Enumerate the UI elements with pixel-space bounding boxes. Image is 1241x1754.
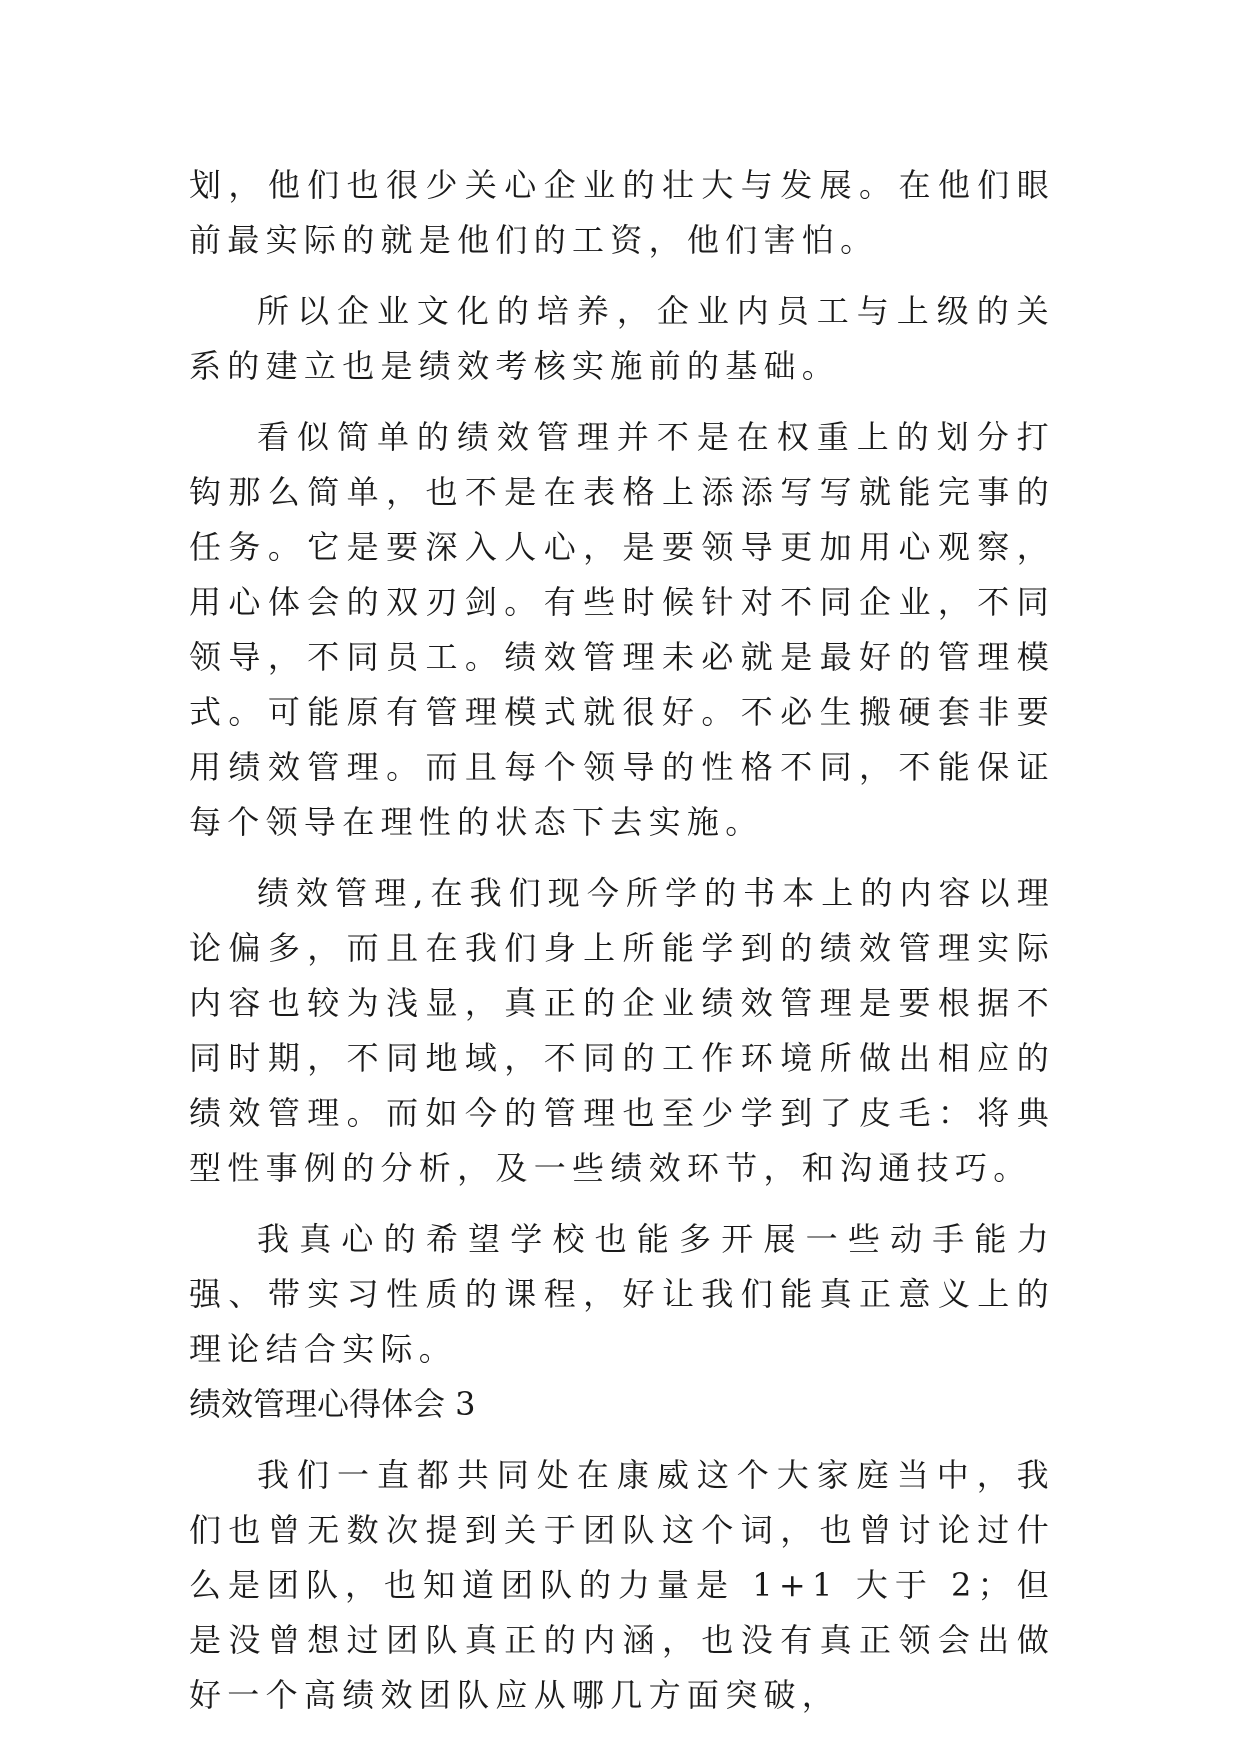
paragraph-school-hope: 我真心的希望学校也能多开展一些动手能力强、带实习性质的课程，好让我们能真正意义上的理论结合实际。 [189,1220,1055,1368]
paragraph-textbook-theory: 绩效管理,在我们现今所学的书本上的内容以理论偏多，而且在我们身上所能学到的绩效管理实际内容也较为浅显，真正的企业绩效管理是要根据不同时期，不同地域，不同的工作环境所做出相应的绩效管理。而如今的管理也至少学到了皮毛：将典型性事例的分析，及一些绩效环节，和沟通技巧。 [189,874,1055,1187]
paragraph-corporate-culture: 所以企业文化的培养，企业内员工与上级的关系的建立也是绩效考核实施前的基础。 [189,292,1055,385]
section-heading: 绩效管理心得体会 3 [189,1385,476,1423]
paragraph-team: 我们一直都共同处在康威这个大家庭当中，我们也曾无数次提到关于团队这个词，也曾讨论过什么是团队，也知道团队的力量是 1+1 大于 2；但是没曾想过团队真正的内涵，也没有真正领会出做好一个高绩效团队应从哪几方面突破， [189,1456,1055,1714]
paragraph-continuation: 划，他们也很少关心企业的壮大与发展。在他们眼前最实际的就是他们的工资，他们害怕。 [189,166,1055,259]
paragraph-performance-management-simple: 看似简单的绩效管理并不是在权重上的划分打钩那么简单，也不是在表格上添添写写就能完事的任务。它是要深入人心，是要领导更加用心观察，用心体会的双刃剑。有些时候针对不同企业，不同领导，不同员工。绩效管理未必就是最好的管理模式。可能原有管理模式就很好。不必生搬硬套非要用绩效管理。而且每个领导的性格不同，不能保证每个领导在理性的状态下去实施。 [189,418,1055,841]
document-body [189,158,1055,1723]
